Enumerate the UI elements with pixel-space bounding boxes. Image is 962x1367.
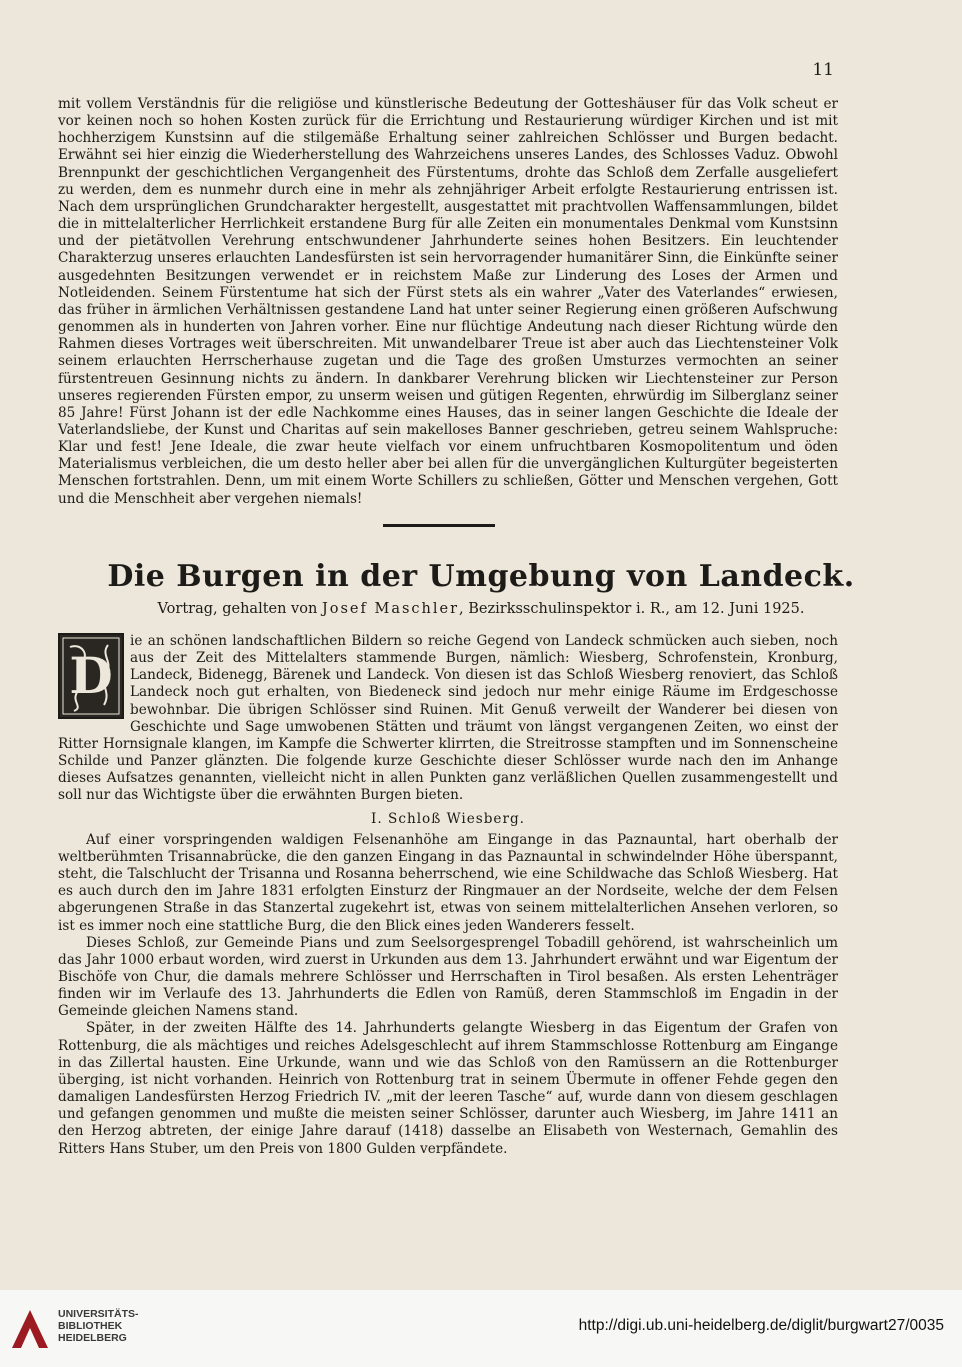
article-subtitle [0, 601, 962, 617]
section-divider-rule [383, 524, 495, 527]
library-logo-text[interactable] [58, 1308, 139, 1344]
author-name: Josef Maschler [321, 601, 460, 617]
dropcap-initial [58, 633, 124, 719]
footer-bar [0, 1290, 962, 1367]
article-body [58, 633, 838, 1158]
permalink-url[interactable]: http://digi.ub.uni-heidelberg.de/diglit/burgwart27/0035 [578, 1317, 944, 1334]
section-heading: I. Schloß Wiesberg. [371, 810, 525, 827]
intro-paragraph: mit vollem Verständnis für die religiöse und künstlerische Bedeutung der Gotteshäuser für das Volk scheut er vor keinen noch so hohen Kosten zurück für die Errichtung und Restaurierung würdiger Kirchen und ist mit hochherzigem Kunstsinn auf die stilgemäße Erhaltung seiner zahlreichen Schlösser und Burgen bedacht. Erwähnt sei hier einzig die Wiederherstellung des Wahrzeichens unseres Landes, des Schlosses Vaduz. Obwohl Brennpunkt der geschichtlichen Vergangenheit des Fürstentums, drohte das Schloß dem Zerfalle ausgeliefert zu werden, dem es nunmehr durch eine in mehr als zehnjähriger Arbeit erfolgte Restaurierung entrissen ist. Nach dem ursprünglichen Grundcharakter hergestellt, ausgestattet mit prachtvollen Waffensammlungen, bildet die in mittelalterlicher Herrlichkeit erstandene Burg für alle Zeiten ein monumentales Denkmal vom Kunstsinn und der pietätvollen Verehrung entschwundener Jahrhunderte seines hohen Besitzers. Ein leuchtender Charakterzug unseres erlauchten Landesfürsten ist sein hervorragender humanitärer Sinn, die Einkünfte seiner ausgedehnten Besitzungen verwendet er in reichstem Maße zur Linderung des Loses der Armen und Notleidenden. Seinem Fürstentume hat sich der Fürst stets als ein wahrer „Vater des Vaterlandes“ erwiesen, das früher in ärmlichen Verhältnissen gestandene Land hat unter seiner Regierung einen größeren Aufschwung genommen als in hunderten von Jahren vorher. Eine nur flüchtige Andeutung nach dieser Richtung würde den Rahmen dieses Vortrages weit überschreiten. Mit unwandelbarer Treue ist aber auch das Liechtensteiner Volk seinem erlauchten Herrscherhause zugetan und die Tage des großen Umsturzes vermochten an seiner fürstentreuen Gesinnung nichts zu ändern. In dankbarer Verehrung blicken wir Liechtensteiner zur Person unseres regierenden Fürsten empor, zu unserm weisen und gütigen Regenten, ehrwürdig im Silberglanz seiner 85 Jahre! Fürst Johann ist der edle Nachkomme eines Hauses, das in seiner langen Geschichte die Ideale der Vaterlandsliebe, der Kunst und Charitas auf sein makelloses Banner geschrieben, getreu seinem Wahlspruche: Klar und fest! Jene Ideale, die zwar heute vielfach vor einem unfruchtbaren Kosmopolitentum und öden Materialismus verbleichen, die um desto heller aber bei allen für die unvergänglichen Kulturgüter begeisterten Menschen fortstrahlen. Denn, um mit einem Worte Schillers zu schließen, Götter und Menschen vergehen, Gott und die Menschheit aber vergehen niemals! [58, 96, 838, 507]
page-number: 11 [812, 60, 834, 80]
paragraph-2: Dieses Schloß, zur Gemeinde Pians und zum Seelsorgesprengel Tobadill gehörend, ist wahrscheinlich um das Jahr 1000 erbaut worden, wird zuerst in Urkunden aus dem 13. Jahrhundert erwähnt und war Eigentum der Bischöfe von Chur, die damals mehrere Schlösser und Herrschaften in Tirol besaßen. Als ersten Lehenträger finden wir im Verlaufe des 13. Jahrhunderts die Edlen von Ramüß, deren Stammschloß im Engadin in der Gemeinde gleichen Namens stand. [58, 934, 838, 1020]
paragraph-1: Auf einer vorspringenden waldigen Felsenanhöhe am Eingange in das Paznauntal, hart oberhalb der weltberühmten Trisannabrücke, die den ganzen Eingang in das Paznauntal in schwindelnder Höhe überspannt, steht, die Talschlucht der Trisanna und Rosanna beherrschend, wie eine Schildwache das Schloß Wiesberg. Hat es auch durch den im Jahre 1831 erfolgten Einsturz der Ringmauer an der Nordseite, welche der dem Felsen abgerungenen Straße in das Stanzertal zugekehrt ist, etwas von seinem mittelalterlichen Ansehen verloren, so ist es immer noch eine stattliche Burg, die den Blick eines jeden Wanderers fesselt. [58, 831, 838, 934]
subtitle-suffix: , Bezirksschulinspektor i. R., am 12. Juni 1925. [459, 601, 805, 617]
subtitle-prefix: Vortrag, gehalten von [157, 601, 318, 617]
opening-text: ie an schönen landschaftlichen Bildern so reiche Gegend von Landeck schmücken auch sieben, noch aus der Zeit des Mittelalters stammende Burgen, nämlich: Wiesberg, Schrofenstein, Kronburg, Landeck, Bidenegg, Bärenek und Landeck. Von diesen ist das Schloß Wiesberg renoviert, das Schloß Landeck noch gut erhalten, von Biedeneck sind jedoch nur mehr einige Räume im Erdgeschosse bewohnbar. Die übrigen Schlösser sind Ruinen. Mit Genuß verweilt der Wanderer bei diesen von Geschichte und Sage umwobenen Stätten und träumt von längst vergangenen Zeiten, wo einst der Ritter Hornsignale klangen, im Kampfe die Schwerter klirrten, die Streitrosse stampften und im Sonnenscheine Schilde und Panzer glänzten. Die folgende kurze Geschichte dieser Schlösser wurde nach den im Anhange dieses Aufsatzes genannten, vielleicht nicht in allen Punkten ganz verläßlichen Quellen zusammengestellt und soll nur das Wichtigste über die erwähnten Burgen bieten. [58, 633, 838, 804]
logo-line-1: UNIVERSITÄTS- [58, 1308, 139, 1320]
paragraph-3: Später, in der zweiten Hälfte des 14. Jahrhunderts gelangte Wiesberg in das Eigentum der Grafen von Rottenburg, die als mächtiges und reiches Adelsgeschlecht auf ihrem Stammschlosse Rottenburg am Eingange in das Zillertal hausten. Eine Urkunde, wann und wie das Schloß von den Ramüssern an die Rottenburger überging, ist nicht vorhanden. Heinrich von Rottenburg trat in seinem Übermute in offener Fehde gegen den damaligen Landesfürsten Herzog Friedrich IV. „mit der leeren Tasche“ auf, wurde dann von diesem geschlagen und gefangen genommen und mußte die meisten seiner Schlösser, darunter auch Wiesberg, im Jahre 1411 an den Herzog abtreten, der einige Jahre darauf (1418) dasselbe an Elisabeth von Westernach, Gemahlin des Ritters Hans Stuber, um den Preis von 1800 Gulden verpfändete. [58, 1020, 838, 1157]
intro-text-block [58, 96, 838, 508]
university-library-logo-icon[interactable] [8, 1306, 52, 1352]
opening-paragraph [58, 633, 838, 805]
dropcap-ornament-icon [60, 635, 122, 717]
logo-line-2: BIBLIOTHEK [58, 1320, 123, 1332]
article-title: Die Burgen in der Umgebung von Landeck. [107, 559, 855, 594]
logo-line-3: HEIDELBERG [58, 1332, 127, 1344]
dropcap-letter: D [69, 646, 113, 705]
